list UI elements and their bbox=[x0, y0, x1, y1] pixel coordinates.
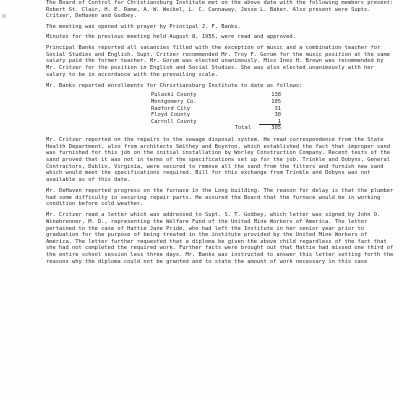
county-count: 30 bbox=[274, 112, 281, 119]
paragraph-furnace: Mr. DeHaven reported progress on the furnace in the Long building. The reason for delay is that the plumber had some difficulty in securing repair parts. He assured the Board that the furnace would be in working condition before cold weather. bbox=[46, 188, 394, 208]
punch-hole-mark bbox=[2, 14, 6, 18]
paragraph-attendance: The Board of Control for Christiansburg Institute met on the above date with the following members present: Robert St. Clair, H. E. Rame, A. W. Weikel, L. C. Cannaway, Jesse L. Baker. Also present were Supts. Critzer, DeHaven and Godbey. bbox=[46, 0, 394, 20]
enrollment-row bbox=[151, 99, 281, 106]
paragraph-vacancies: Principal Banks reported all vacancies filled with the exception of music and a combination teacher for Social Studies and English. Supt. Critzer recommended Mr. Troy F. Gorum for the music position at the same salary paid the former teacher. Mr. Gorum was elected unanimously. Miss Inez H. Brown was recommended by Mr. Critzer for the position in English and Social Studies. She was also elected unanimously with her salary to be in accordance with the prevailing scale. bbox=[46, 45, 391, 78]
county-count: 31 bbox=[274, 105, 281, 112]
county-count: 1 bbox=[259, 119, 281, 126]
enrollment-table bbox=[151, 92, 281, 132]
minutes-body bbox=[46, 0, 396, 270]
paragraph-enrollment-intro: Mr. Banks reported enrollments for Christiansburg Institute to date as follows: bbox=[46, 82, 303, 89]
paragraph-prayer: The meeting was opened with prayer by Principal J. F. Banks. bbox=[46, 24, 241, 31]
county-name: Montgomery Co. bbox=[151, 98, 197, 105]
enrollment-row bbox=[151, 92, 281, 99]
total-label: Total bbox=[234, 125, 251, 132]
paragraph-diploma-letter: Mr. Critzer read a letter which was addressed to Supt. S. T. Godbey, which letter was signed by John O. Winebrenner, M. D., representing the Welfare Fund of the United Mine Workers of America. The letter pertained to the case of Hattie Jane Pride, who had left the Institute in her senior year prior to graduation for the purpose of being treated in the institute provided by the United Mine Workers of America. The letter further requested that a diploma be given the above child regardless of the fact that she had not completed the required work. Further facts were brought out that Hattie had missed one third of the entire school session less three days. Mr. Banks was instructed to answer this letter setting forth the reasons why the diploma could not be granted and to state the amount of work necessary in this case bbox=[46, 212, 394, 265]
county-count: 105 bbox=[271, 98, 281, 105]
enrollment-row bbox=[151, 119, 281, 126]
total-value: 305 bbox=[271, 125, 281, 132]
enrollment-total-row bbox=[151, 125, 281, 132]
county-name: Floyd County bbox=[151, 112, 190, 119]
paragraph-sewage-repairs: Mr. Critzer reported on the repairs to the sewage disposal system. He read correspondence from the State Health Department, also from architects Smithey and Boynton, which established the fact that improper sand was furnished for this job on the initial installation by Worley Construction Company. Recent tests of the sand proved that it was not in terms of the specifications set up for the job. Trinkle and Dobyns, General Contractors, Dublin, Virginia, were secured to remove all the sand from the filters and furnish new sand which would meet the specifications required. Bill for this exchange from Trinkle and Dobyns was not available as of this date. bbox=[46, 137, 391, 183]
county-name: Radford City bbox=[151, 105, 190, 112]
county-name: Pulaski County bbox=[151, 92, 197, 99]
enrollment-row bbox=[151, 106, 281, 113]
county-count: 138 bbox=[271, 92, 281, 99]
paragraph-minutes-approved: Minutes for the previous meeting held August 8, 1955, were read and approved. bbox=[46, 33, 296, 40]
county-name: Carroll County bbox=[151, 118, 197, 125]
enrollment-row bbox=[151, 112, 281, 119]
